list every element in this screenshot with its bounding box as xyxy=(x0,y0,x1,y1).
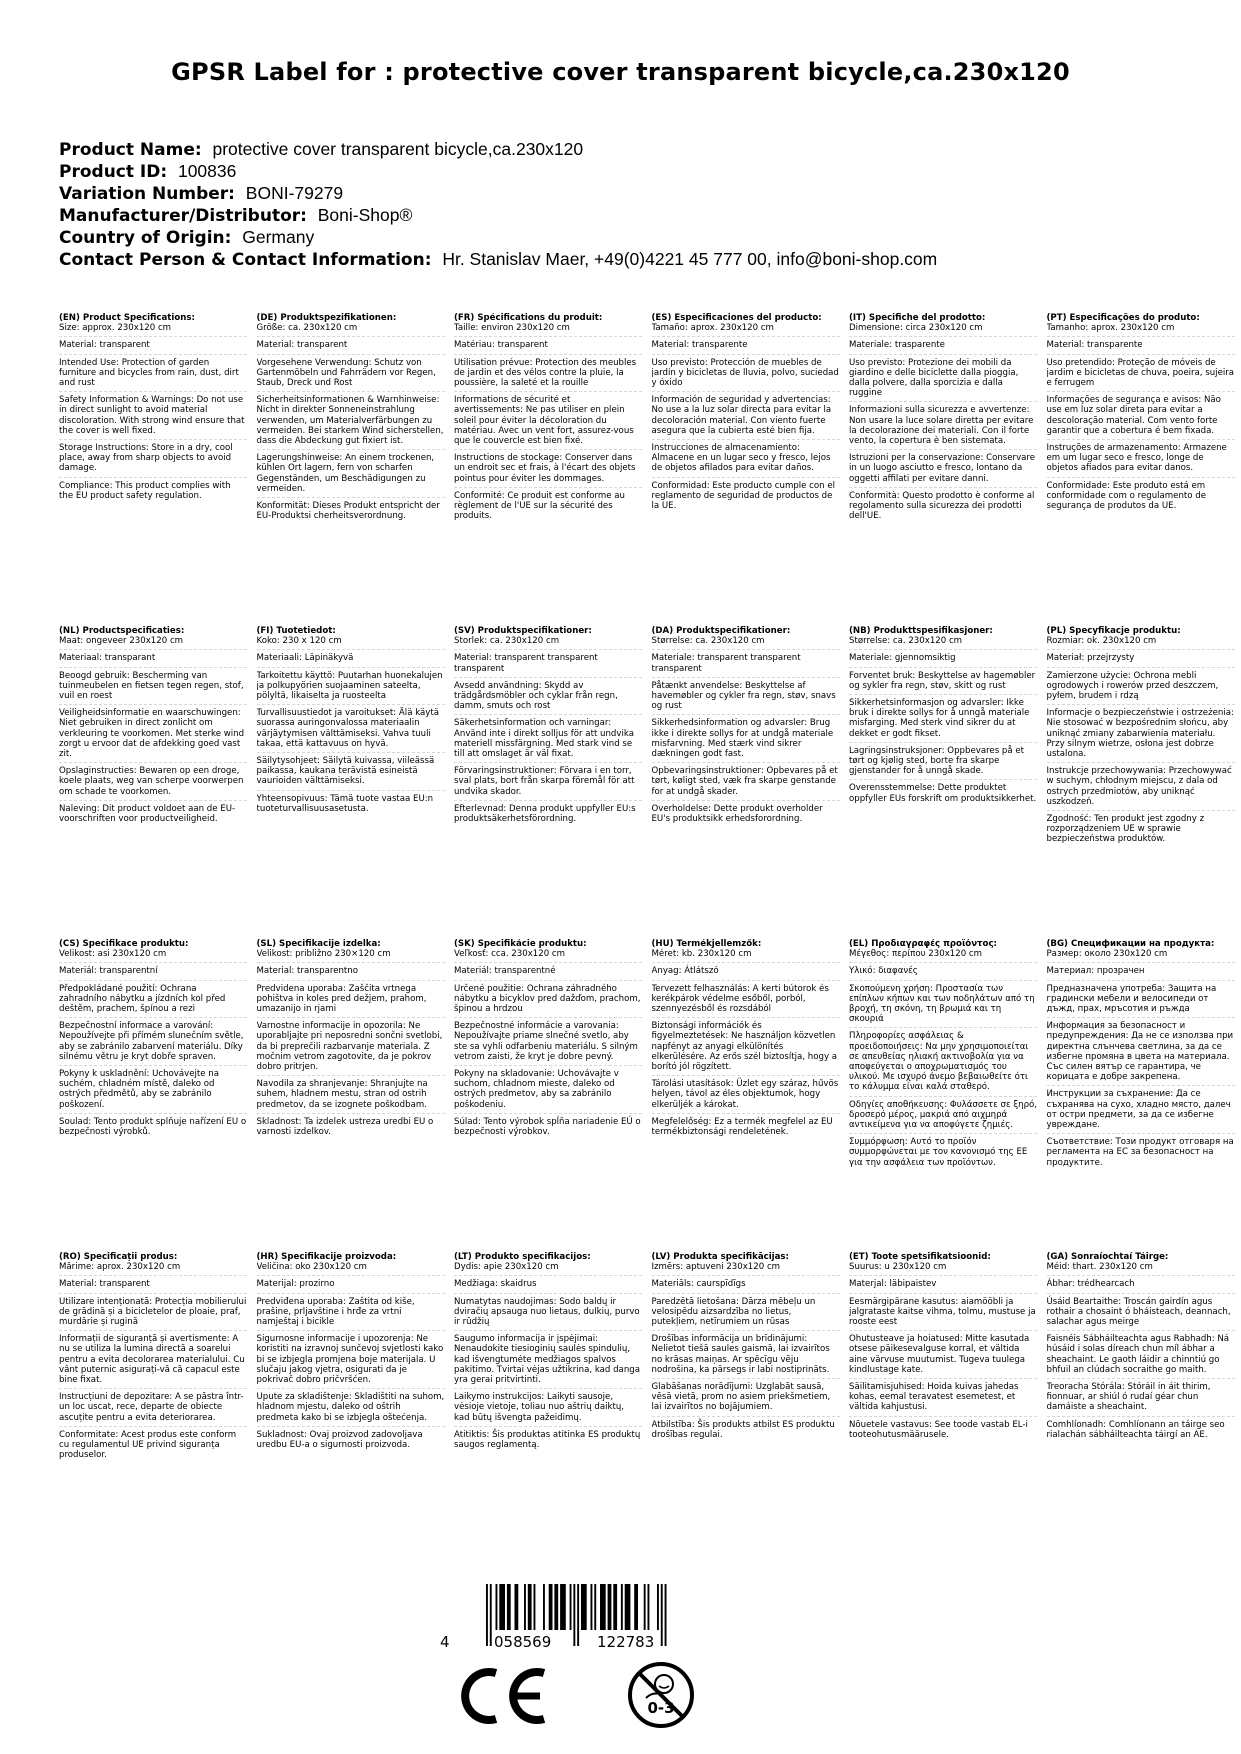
barcode-bar xyxy=(499,1584,505,1630)
spec-heading: (SK) Špecifikácie produktu: xyxy=(454,939,587,949)
spec-row: Pokyny k uskladnění: Uchovávejte na suchém, chladném místě, daleko od ostrých předmětů, aby se zabránilo poškození. xyxy=(59,1069,247,1114)
spec-row: Utilizare intenționată: Protecția mobilierului de grădină și a bicicletelor de ploaie, praf, murdărie și rugină xyxy=(59,1297,247,1332)
spec-row: Storage Instructions: Store in a dry, cool place, away from sharp objects to avoid damage. xyxy=(59,443,247,478)
info-label: Variation Number: xyxy=(59,184,235,204)
spec-column xyxy=(849,626,1037,851)
ce-mark-icon xyxy=(452,1665,552,1727)
spec-row: Opslaginstructies: Bewaren op een droge, koele plaats, weg van scherpe voorwerpen om schade te voorkomen. xyxy=(59,766,247,801)
spec-row: Οδηγίες αποθήκευσης: Φυλάσσετε σε ξηρό, δροσερό μέρος, μακριά από αιχμηρά αντικείμενα για να αποφύγετε ζημιές. xyxy=(849,1100,1037,1135)
spec-heading: (PT) Especificações do produto: xyxy=(1046,313,1200,323)
spec-row: Sikkerhedsinformation og advarsler: Brug ikke i direkte sollys for at undgå materiale misfarvning. Med stærk vind sikrer dækningen godt fast. xyxy=(652,718,840,763)
spec-row: Sukladnost: Ovaj proizvod zadovoljava uredbu EU-a o sigurnosti proizvoda. xyxy=(256,1429,423,1451)
info-label: Country of Origin: xyxy=(59,228,232,248)
spec-row: Naleving: Dit product voldoet aan de EU-voorschriften voor productveiligheid. xyxy=(59,803,236,825)
spec-row: Size: approx. 230x120 cm xyxy=(59,323,247,337)
barcode xyxy=(440,1584,700,1650)
spec-row: Σκοπούμενη χρήση: Προστασία των επίπλων κήπων και των ποδηλάτων από τη βροχή, τη σκόνη, τη βρωμιά και τη σκουριά xyxy=(849,984,1037,1029)
spec-row: Instrucțiuni de depozitare: A se păstra într-un loc uscat, rece, departe de obiecte ascuțite pentru a evita deteriorarea. xyxy=(59,1392,247,1427)
barcode-bar xyxy=(591,1584,593,1630)
barcode-bar xyxy=(661,1584,663,1646)
spec-row: Compliance: This product complies with the EU product safety regulation. xyxy=(59,480,231,501)
specs-grid-row-1 xyxy=(59,313,1241,527)
spec-row: Zamierzone użycie: Ochrona mebli ogrodowych i rowerów przed deszczem, pyłem, brudem i rdzą xyxy=(1047,671,1235,706)
spec-row: Materiaali: Läpinäkyvä xyxy=(257,653,445,667)
info-label: Contact Person & Contact Information: xyxy=(59,250,432,270)
spec-heading: (GA) Sonraíochtaí Táirge: xyxy=(1046,1252,1169,1262)
spec-row: Informações de segurança e avisos: Não use em luz solar direta para evitar a descoloração material. Com vento forte garantir que a cobertura é bem fixada. xyxy=(1047,395,1235,440)
spec-row: Υλικό: διαφανές xyxy=(849,966,1037,980)
spec-heading: (NL) Productspecificaties: xyxy=(59,626,185,636)
spec-heading: (NB) Produkttspesifikasjoner: xyxy=(849,626,993,636)
barcode-bar xyxy=(665,1584,667,1646)
spec-column xyxy=(849,1252,1037,1466)
info-label: Manufacturer/Distributor: xyxy=(59,206,307,226)
spec-row: Materiāls: caurspīdīgs xyxy=(652,1279,840,1293)
spec-row: Uso pretendido: Proteção de móveis de jardim e bicicletas de chuva, poeira, sujeira e ferrugem xyxy=(1047,358,1235,393)
spec-row: Информация за безопасност и предупреждения: Да не се използва при директна слънчева светлина, за да се избегне промяна в цвета на материала. Със силен вятър се гарантира, че корицата е добре закрепена. xyxy=(1047,1021,1235,1086)
spec-row: Material: transparent xyxy=(257,340,445,354)
spec-row: Material: transparent transparent transparent xyxy=(454,653,642,677)
info-value: Hr. Stanislav Maer, +49(0)4221 45 777 00, info@boni-shop.com xyxy=(442,249,938,269)
spec-row: Rozmiar: ok. 230x120 cm xyxy=(1047,636,1235,650)
spec-heading: (LT) Produkto specifikacijos: xyxy=(454,1252,591,1262)
barcode-lead-digit: 4 xyxy=(440,1633,450,1651)
barcode-bar xyxy=(554,1584,558,1630)
spec-row: Soulad: Tento produkt splňuje nařízení EU o bezpečnosti výrobků. xyxy=(59,1116,247,1138)
spec-row: Yhteensopivuus: Tämä tuote vastaa EU:n tuoteturvallisuusasetusta. xyxy=(256,793,434,814)
spec-row: Materiał: przejrzysty xyxy=(1047,653,1235,667)
spec-row: Efterlevnad: Denna produkt uppfyller EU:s produktsäkerhetsförordning. xyxy=(454,803,636,825)
spec-row: Tamaño: aprox. 230x120 cm xyxy=(652,323,840,337)
spec-heading: (EN) Product Specifications: xyxy=(59,313,195,323)
spec-column xyxy=(59,626,247,851)
spec-column xyxy=(59,313,247,527)
spec-row: Instrukcje przechowywania: Przechowywać w suchym, chłodnym miejscu, z dala od ostrych przedmiotów, aby uniknąć uszkodzeń. xyxy=(1047,766,1235,811)
spec-row: Предназначена употреба: Защита на градински мебели и велосипеди от дъжд, прах, мръсотия и ръжда xyxy=(1047,984,1235,1019)
spec-heading: (IT) Specifiche del prodotto: xyxy=(849,313,986,323)
spec-row: Größe: ca. 230x120 cm xyxy=(257,323,445,337)
spec-column xyxy=(454,626,642,851)
spec-column xyxy=(257,939,445,1174)
spec-row: Lagringsinstruksjoner: Oppbevares på et tørt og kjølig sted, borte fra skarpe gjenstander for å unngå skade. xyxy=(849,746,1037,781)
spec-row: Avsedd användning: Skydd av trädgårdsmöbler och cyklar från regn, damm, smuts och rost xyxy=(454,681,642,716)
barcode-bar xyxy=(621,1584,623,1630)
spec-row: Instructions de stockage: Conserver dans un endroit sec et frais, à l'écart des objets pointus pour éviter les dommages. xyxy=(454,453,642,488)
barcode-bar xyxy=(573,1584,575,1646)
spec-row: Συμμόρφωση: Αυτό το προϊόν συμμορφώνεται με τον κανονισμό της ΕΕ για την ασφάλεια των προϊόντων. xyxy=(849,1137,1028,1168)
spec-row: Conformità: Questo prodotto è conforme al regolamento sulla sicurezza dei prodotti dell'UE. xyxy=(849,490,1035,522)
spec-row: Veiligheidsinformatie en waarschuwingen: Niet gebruiken in direct zonlicht om verkleuring te voorkomen. Met sterke wind zorgt u ervoor dat de afdekking goed vast zit. xyxy=(59,708,247,763)
spec-heading: (PL) Specyfikacje produktu: xyxy=(1046,626,1181,636)
spec-row: Taille: environ 230x120 cm xyxy=(454,323,642,337)
spec-column xyxy=(59,939,247,1174)
spec-row: Matériau: transparent xyxy=(454,340,642,354)
barcode-bar xyxy=(543,1584,545,1630)
page-title: GPSR Label for : protective cover transparent bicycle,ca.230x120 xyxy=(171,58,1070,86)
info-value: Germany xyxy=(242,227,315,247)
spec-row: Ohutusteave ja hoiatused: Mitte kasutada otsese päikesevalguse korral, et vältida aine värvuse muutumist. Tugeva tuulega kindlustage kate. xyxy=(849,1334,1037,1379)
spec-row: Veľkosť: cca. 230x120 cm xyxy=(454,949,642,963)
spec-heading: (SL) Specifikacije izdelka: xyxy=(256,939,381,949)
spec-heading: (SV) Produktspecifikationer: xyxy=(454,626,592,636)
barcode-left-digits: 058569 xyxy=(494,1633,552,1651)
spec-row: Tárolási utasítások: Üzlet egy száraz, hűvös helyen, távol az éles objektumok, hogy elkerüljék a károkat. xyxy=(652,1079,840,1114)
spec-row: Faisnéis Sábháilteachta agus Rabhadh: Ná húsáid i solas díreach chun míl ábhar a sheachaint. Le gaoth láidir a chinntiú go bhfuil an clúdach socraithe go maith. xyxy=(1047,1334,1235,1379)
spec-row: Tervezett felhasználás: A kerti bútorok és kerékpárok védelme esőből, porból, szennyezésből és rozsdából xyxy=(652,984,840,1019)
barcode-bar xyxy=(577,1584,579,1646)
spec-column xyxy=(652,626,840,851)
barcode-right-digits: 122783 xyxy=(597,1633,655,1651)
spec-row: Dimensione: circa 230x120 cm xyxy=(849,323,1037,337)
spec-row: Material: transparent xyxy=(59,340,247,354)
spec-heading: (LV) Produkta specifikācijas: xyxy=(651,1252,789,1262)
barcode-bar xyxy=(581,1584,587,1630)
spec-column xyxy=(1047,626,1235,851)
spec-row: Treoracha Stórála: Stóráil in áit thirim, fionnuar, ar shiúl ó rudaí géar chun damáiste a sheachaint. xyxy=(1047,1382,1235,1417)
spec-row: Utilisation prévue: Protection des meubles de jardin et des vélos contre la pluie, la poussière, la saleté et la rouille xyxy=(454,358,642,393)
info-value: protective cover transparent bicycle,ca.230x120 xyxy=(212,139,584,159)
spec-column xyxy=(454,939,642,1174)
spec-column xyxy=(454,313,642,527)
spec-row: Veličina: oko 230x120 cm xyxy=(257,1262,445,1276)
spec-row: Zgodność: Ten produkt jest zgodny z rozporządzeniem UE w sprawie bezpieczeństwa produktów. xyxy=(1046,814,1205,845)
barcode-bar xyxy=(644,1584,646,1630)
spec-row: Medžiaga: skaidrus xyxy=(454,1279,642,1293)
spec-row: Πληροφορίες ασφάλειας & προειδοποιήσεις: Να μην χρησιμοποιείται σε απευθείας ηλιακή ακτινοβολία για να αποφεύγεται ο αποχρωματισμός του υλικού. Με ισχυρό άνεμο βεβαιωθείτε ότι το κάλυμμα είναι καλά σταθερό. xyxy=(849,1031,1037,1096)
spec-row: Informații de siguranță și avertismente: A nu se utiliza la lumina directă a soarelui pentru a evita decolorarea materialului. Cu vânt puternic asigurați-vă că capacul este bine fixat. xyxy=(59,1334,247,1389)
info-variation-number xyxy=(59,183,1209,205)
info-label: Product ID: xyxy=(59,162,168,182)
spec-row: Materiaal: transparant xyxy=(59,653,247,667)
barcode-bar xyxy=(507,1584,511,1630)
spec-row: Velikost: približno 230×120 cm xyxy=(257,949,445,963)
spec-column xyxy=(1047,313,1235,527)
spec-row: Materjal: läbipaistev xyxy=(849,1279,1037,1293)
spec-heading: (HR) Specifikacije proizvoda: xyxy=(256,1252,397,1262)
spec-row: Bezpečnostné informácie a varovania: Nepoužívajte priame slnečné svetlo, aby ste sa vyhli odfarbeniu materiálu. S silným vetrom zaisti, že kryt je dobre pevný. xyxy=(454,1021,642,1066)
spec-row: Koko: 230 x 120 cm xyxy=(257,636,445,650)
spec-row: Материал: прозрачен xyxy=(1047,966,1235,980)
spec-row: Opbevaringsinstruktioner: Opbevares på et tørt, køligt sted, væk fra skarpe genstande for at undgå skader. xyxy=(652,766,840,801)
spec-row: Comhlíonadh: Comhlíonann an táirge seo rialachán sábháilteachta táirgí an AE. xyxy=(1046,1419,1225,1440)
spec-row: Anyag: Átlátszó xyxy=(652,966,840,980)
barcode-bar xyxy=(657,1584,659,1630)
barcode-bar xyxy=(515,1584,519,1630)
specs-grid-row-3 xyxy=(59,939,1241,1174)
spec-row: Předpokládané použití: Ochrana zahradního nábytku a jízdních kol před deštěm, prachem, špínou a rezi xyxy=(59,984,247,1019)
spec-row: Navodila za shranjevanje: Shranjujte na suhem, hladnem mestu, stran od ostrih predmetov, da se izognete poškodbam. xyxy=(257,1079,445,1114)
spec-row: Overensstemmelse: Dette produktet oppfyller EUs forskrift om produktsikkerhet. xyxy=(849,783,1037,804)
spec-row: Tamanho: aprox. 230x120 cm xyxy=(1047,323,1235,337)
spec-column xyxy=(257,626,445,851)
barcode-bar xyxy=(490,1584,492,1646)
spec-row: Sigurnosne informacije i upozorenja: Ne koristiti na izravnoj sunčevoj svjetlosti kako bi se izbjegla promjena boje materijala. U slučaju jakog vjetra, osigurati da je pokrivač dobro pričvršćen. xyxy=(257,1334,445,1389)
spec-heading: (DA) Produktspecifikationer: xyxy=(651,626,791,636)
spec-row: Súlad: Tento výrobok spĺňa nariadenie EÚ o bezpečnosti výrobkov. xyxy=(454,1116,641,1138)
spec-row: Conformidad: Este producto cumple con el reglamento de seguridad de productos de la UE. xyxy=(651,480,836,512)
barcode-bar xyxy=(496,1584,498,1630)
spec-row: Megfelelőség: Ez a termék megfelel az EU termékbiztonsági rendeletének. xyxy=(651,1116,833,1138)
spec-row: Drošības informācija un brīdinājumi: Nelietot tiešā saules gaismā, lai izvairītos no krāsas maiņas. Ar spēcīgu vēju nodrošina, ka pārsegs ir labi nostiprināts. xyxy=(652,1334,840,1379)
spec-row: Bezpečnostní informace a varování: Nepoužívejte při přímém slunečním světle, aby se zabránilo zabarvení materiálu. Díky silnému větru je kryt dobře spraven. xyxy=(59,1021,247,1066)
spec-row: Ábhar: trédhearcach xyxy=(1047,1279,1235,1293)
spec-row: Materiale: trasparente xyxy=(849,340,1037,354)
specs-grid-row-2 xyxy=(59,626,1241,851)
info-value: BONI-79279 xyxy=(245,183,344,203)
spec-column xyxy=(1047,1252,1235,1466)
spec-row: Lagerungshinweise: An einem trockenen, kühlen Ort lagern, fern von scharfen Gegenständen, um Beschädigungen zu vermeiden. xyxy=(257,453,445,498)
info-manufacturer xyxy=(59,205,1209,227)
info-product-name xyxy=(59,139,1209,161)
svg-text:0-3: 0-3 xyxy=(647,1699,675,1717)
spec-row: Velikost: asi 230x120 cm xyxy=(59,949,247,963)
spec-row: Maat: ongeveer 230x120 cm xyxy=(59,636,247,650)
spec-row: Påtænkt anvendelse: Beskyttelse af havemøbler og cykler fra regn, støv, snavs og rust xyxy=(652,681,840,716)
barcode-bar xyxy=(594,1584,596,1630)
spec-row: Méret: kb. 230x120 cm xyxy=(652,949,840,963)
spec-heading: (ET) Toote spetsifikatsioonid: xyxy=(849,1252,991,1262)
spec-heading: (FR) Spécifications du produit: xyxy=(454,313,603,323)
spec-row: Atitiktis: Šis produktas atitinka ES produktų saugos reglamentą. xyxy=(454,1429,641,1451)
spec-column xyxy=(652,1252,840,1466)
spec-row: Eesmärgipärane kasutus: aiamööbli ja jalgrataste kaitse vihma, tolmu, mustuse ja rooste eest xyxy=(849,1297,1037,1332)
spec-row: Méid: thart. 230x120 cm xyxy=(1047,1262,1235,1276)
spec-row: Størrelse: ca. 230x120 cm xyxy=(652,636,840,650)
spec-heading: (EL) Προδιαγραφές προϊόντος: xyxy=(849,939,997,949)
spec-row: Conformité: Ce produit est conforme au règlement de l'UE sur la sécurité des produits. xyxy=(454,490,625,522)
spec-heading: (ES) Especificaciones del producto: xyxy=(651,313,822,323)
spec-row: Instruções de armazenamento: Armazene em um lugar seco e fresco, longe de objetos afiados para evitar danos. xyxy=(1047,443,1235,478)
barcode-bar xyxy=(600,1584,606,1630)
spec-row: Varnostne informacije in opozorila: Ne uporabljajte pri neposredni sončni svetlobi, da bi preprečili razbarvanje materiala. Z močnim vetrom zagotovite, da je pokrov dobro pritrjen. xyxy=(257,1021,445,1076)
spec-column xyxy=(849,939,1037,1174)
spec-row: Material: transparentno xyxy=(257,966,445,980)
spec-column xyxy=(652,939,840,1174)
spec-column xyxy=(454,1252,642,1466)
spec-row: Sikkerhetsinformasjon og advarsler: Ikke bruk i direkte sollys for å unngå materiale misfarging. Med sterk vind sikrer du at dekket er godt fikset. xyxy=(849,698,1037,743)
spec-heading: (HU) Termékjellemzők: xyxy=(651,939,762,949)
spec-column xyxy=(257,1252,445,1466)
specs-grid-row-4 xyxy=(59,1252,1241,1466)
spec-row: Numatytas naudojimas: Sodo baldų ir dviračių apsauga nuo lietaus, dulkių, purvo ir rūdžių xyxy=(454,1297,642,1332)
spec-row: Skladnost: Ta izdelek ustreza uredbi EU o varnosti izdelkov. xyxy=(256,1116,434,1138)
info-country xyxy=(59,227,1209,249)
spec-row: Instrucciones de almacenamiento: Almacene en un lugar seco y fresco, lejos de objetos afilados para evitar daños. xyxy=(652,443,840,478)
spec-row: Съответствие: Този продукт отговаря на регламента на ЕС за безопасност на продуктите. xyxy=(1046,1137,1234,1168)
spec-row: Materiál: transparentné xyxy=(454,966,642,980)
spec-row: Información de seguridad y advertencias: No use a la luz solar directa para evitar la decoloración material. Con viento fuerte asegura que la cubierta esté bien fija. xyxy=(652,395,840,440)
spec-row: Suurus: u 230x120 cm xyxy=(849,1262,1037,1276)
spec-row: Storlek: ca. 230x120 cm xyxy=(454,636,642,650)
barcode-bar xyxy=(534,1584,536,1630)
spec-row: Istruzioni per la conservazione: Conservare in un luogo asciutto e fresco, lontano da oggetti affilati per evitare danni. xyxy=(849,453,1037,488)
spec-row: Úsáid Beartaithe: Troscán gairdín agus rothair a chosaint ó bháisteach, deannach, salachar agus meirge xyxy=(1047,1297,1235,1332)
spec-row: Størrelse: ca. 230x120 cm xyxy=(849,636,1037,650)
spec-row: Biztonsági információk és figyelmeztetések: Ne használjon közvetlen napfényt az anyagi elkülönítés elkerülésére. Az erős szél biztosítja, hogy a borító jól rögzített. xyxy=(652,1021,840,1076)
spec-row: Materiál: transparentní xyxy=(59,966,247,980)
spec-row: Beoogd gebruik: Bescherming van tuinmeubelen en fietsen tegen regen, stof, vuil en roest xyxy=(59,671,247,706)
barcode-bar xyxy=(625,1584,631,1630)
spec-row: Saugumo informacija ir įspėjimai: Nenaudokite tiesioginių saulės spindulių, kad išvengtumėte medžiagos spalvos pakitimo. Tvirtai vėjas užtikrina, kad danga yra gerai pritvirtinti. xyxy=(454,1334,642,1389)
spec-row: Tarkoitettu käyttö: Puutarhan huonekalujen ja polkupyörien suojaaminen sateelta, pölyltä, likaiselta ja ruosteelta xyxy=(257,671,445,706)
info-value: 100836 xyxy=(177,161,237,181)
spec-row: Conformitate: Acest produs este conform cu regulamentul UE privind siguranța produselor. xyxy=(59,1429,237,1461)
spec-row: Размер: около 230x120 cm xyxy=(1047,949,1235,963)
spec-heading: (RO) Specificații produs: xyxy=(59,1252,178,1262)
spec-row: Säilitamisjuhised: Hoida kuivas jahedas kohas, eemal teravatest esemetest, et vältida kahjustusi. xyxy=(849,1382,1037,1417)
info-value: Boni-Shop® xyxy=(317,205,413,225)
spec-row: Informations de sécurité et avertissements: Ne pas utiliser en plein soleil pour éviter la décoloration du matériau. Avec un vent fort, assurez-vous que le couvercle est bien fixé. xyxy=(454,395,642,450)
spec-row: Informacje o bezpieczeństwie i ostrzeżenia: Nie stosować w bezpośrednim słońcu, aby uniknąć zmiany zabarwienia materiału. Przy silnym wietrze, osłona jest dobrze ustalona. xyxy=(1047,708,1235,763)
spec-heading: (FI) Tuotetiedot: xyxy=(256,626,336,636)
spec-row: Mărime: aprox. 230x120 cm xyxy=(59,1262,247,1276)
spec-row: Overholdelse: Dette produkt overholder EU's produktsikk erhedsforordning. xyxy=(651,803,823,825)
spec-row: Инструкции за съхранение: Да се съхранява на сухо, хладно място, далеч от остри предмети, за да се избегне увреждане. xyxy=(1047,1089,1235,1134)
spec-heading: (BG) Спецификации на продукта: xyxy=(1046,939,1215,949)
spec-row: Izmērs: aptuveni 230x120 cm xyxy=(652,1262,840,1276)
spec-row: Safety Information & Warnings: Do not use in direct sunlight to avoid material discoloration. With strong wind ensure that the cover is well fixed. xyxy=(59,395,247,440)
spec-column xyxy=(652,313,840,527)
barcode-bar xyxy=(648,1584,650,1630)
spec-column xyxy=(257,313,445,527)
spec-row: Nõuetele vastavus: See toode vastab EL-i tooteohutusmäärusele. xyxy=(849,1419,1028,1440)
spec-row: Säilytysohjeet: Säilytä kuivassa, viileässä paikassa, kaukana terävistä esineistä vaurioiden välttämiseksi. xyxy=(257,756,445,791)
spec-row: Materijal: prozirno xyxy=(257,1279,445,1293)
barcode-bar xyxy=(524,1584,526,1630)
spec-row: Glabāšanas norādījumi: Uzglabāt sausā, vēsā vietā, prom no asiem priekšmetiem, lai izvairītos no bojājumiem. xyxy=(652,1382,840,1417)
spec-row: Predviđena uporaba: Zaštita od kiše, prašine, prljavštine i hrđe za vrtni namještaj i bicikle xyxy=(257,1297,445,1332)
spec-row: Určené použitie: Ochrana záhradného nábytku a bicyklov pred dažďom, prachom, špinou a hrdzou xyxy=(454,984,642,1019)
spec-row: Turvallisuustiedot ja varoitukset: Älä käytä suorassa auringonvalossa materiaalin värjäytymisen välttämiseksi. Vahva tuuli takaa, että kattavuus on hyvä. xyxy=(257,708,445,753)
product-info xyxy=(59,139,1209,271)
barcode-bar xyxy=(608,1584,612,1630)
spec-row: Pokyny na skladovanie: Uchovávajte v suchom, chladnom mieste, daleko od ostrých predmetov, aby sa zabránilo poškodeniu. xyxy=(454,1069,642,1114)
barcode-bar xyxy=(560,1584,566,1630)
spec-row: Material: transparente xyxy=(652,340,840,354)
spec-row: Material: transparent xyxy=(59,1279,247,1293)
spec-row: Upute za skladištenje: Skladištiti na suhom, hladnom mjestu, daleko od oštrih predmeta kako bi se izbjegla oštećenja. xyxy=(257,1392,445,1427)
spec-row: Laikymo instrukcijos: Laikyti sausoje, vėsioje vietoje, toliau nuo aštrių daiktų, kad būtų išvengta pažeidimų. xyxy=(454,1392,642,1427)
spec-row: Konformität: Dieses Produkt entspricht der EU-Produktsi cherheitsverordnung. xyxy=(256,501,440,522)
barcode-bar xyxy=(570,1584,572,1630)
spec-row: Förvaringsinstruktioner: Förvara i en torr, sval plats, bort från skarpa föremål för att undvika skador. xyxy=(454,766,642,801)
spec-column xyxy=(59,1252,247,1466)
spec-row: Säkerhetsinformation och varningar: Använd inte i direkt solljus för att undvika materiell missfärgning. Med stark vind se till att omslaget är väl fixat. xyxy=(454,718,642,763)
info-product-id xyxy=(59,161,1209,183)
spec-row: Materiale: gjennomsiktig xyxy=(849,653,1037,667)
barcode-bar xyxy=(613,1584,617,1630)
barcode-bar xyxy=(634,1584,638,1630)
spec-row: Predvidena uporaba: Zaščita vrtnega pohištva in koles pred dežjem, prahom, umazanijo in rjami xyxy=(257,984,445,1019)
spec-column xyxy=(849,313,1037,527)
spec-row: Sicherheitsinformationen & Warnhinweise: Nicht in direkter Sonneneinstrahlung verwenden, um Materialverfärbungen zu vermeiden. Bei starkem Wind sicherstellen, dass die Abdeckung gut fixiert ist. xyxy=(257,395,445,450)
barcode-bar xyxy=(528,1584,532,1630)
spec-row: Informazioni sulla sicurezza e avvertenze: Non usare la luce solare diretta per evitare la decolorazione dei materiali. Con il forte vento, la copertura è ben sistemata. xyxy=(849,405,1037,450)
spec-column xyxy=(1047,939,1235,1174)
spec-row: Material: transparente xyxy=(1047,340,1235,354)
spec-row: Vorgesehene Verwendung: Schutz von Gartenmöbeln und Fahrrädern vor Regen, Staub, Dreck und Rost xyxy=(257,358,445,393)
spec-heading: (DE) Produktspezifikationen: xyxy=(256,313,397,323)
info-contact xyxy=(59,249,1209,271)
spec-row: Conformidade: Este produto está em conformidade com o regulamento de segurança de produtos da UE. xyxy=(1046,480,1207,512)
spec-row: Intended Use: Protection of garden furniture and bicycles from rain, dust, dirt and rust xyxy=(59,358,247,393)
spec-row: Dydis: apie 230x120 cm xyxy=(454,1262,642,1276)
spec-row: Μέγεθος: περίπου 230x120 cm xyxy=(849,949,1037,963)
spec-row: Uso previsto: Protección de muebles de jardín y bicicletas de lluvia, polvo, suciedad y óxido xyxy=(652,358,840,393)
info-label: Product Name: xyxy=(59,140,202,160)
age-warning-icon xyxy=(626,1660,696,1730)
spec-row: Atbilstība: Šis produkts atbilst ES produktu drošības regulai. xyxy=(651,1419,835,1440)
spec-row: Forventet bruk: Beskyttelse av hagemøbler og sykler fra regn, støv, skitt og rust xyxy=(849,671,1037,695)
spec-heading: (CS) Specifikace produktu: xyxy=(59,939,189,949)
spec-row: Paredzētā lietošana: Dārza mēbeļu un velosipēdu aizsardzība no lietus, putekļiem, netīrumiem un rūsas xyxy=(652,1297,840,1332)
spec-row: Uso previsto: Protezione dei mobili da giardino e delle biciclette dalla pioggia, dalla polvere, dalla sporcizia e dalla ruggine xyxy=(849,358,1037,403)
barcode-bar xyxy=(486,1584,488,1646)
spec-row: Materiale: transparent transparent transparent xyxy=(652,653,840,677)
barcode-bar xyxy=(549,1584,553,1630)
